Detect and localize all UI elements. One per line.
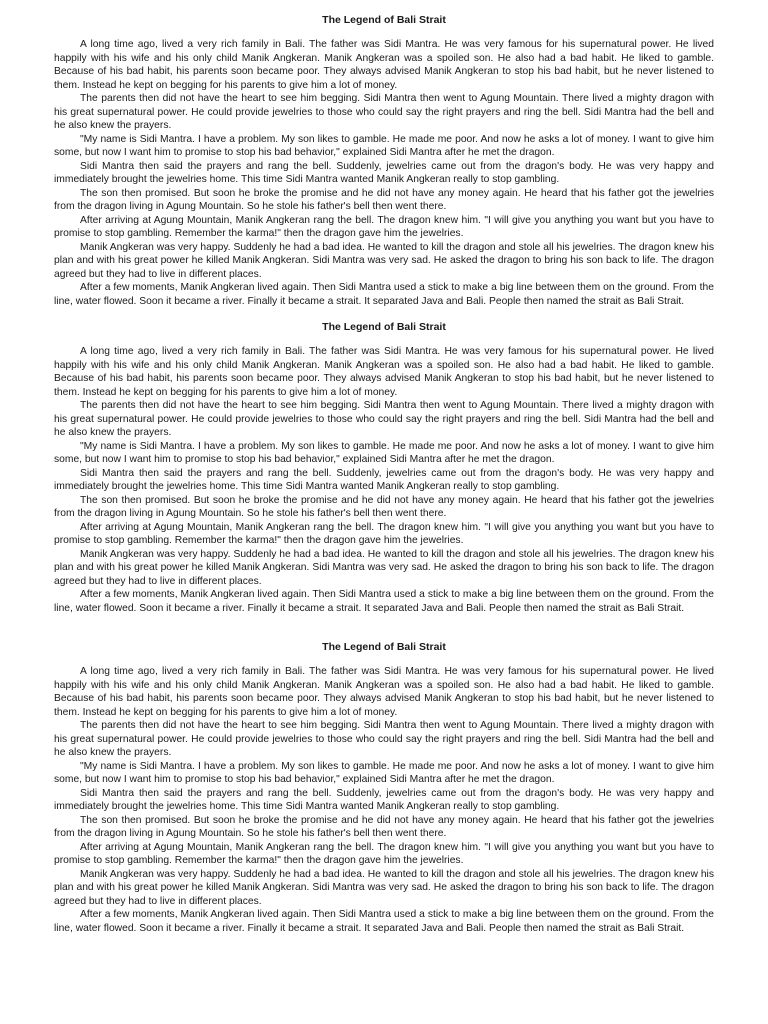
story-paragraph: "My name is Sidi Mantra. I have a problem. My son likes to gamble. He made me poor. And now he asks a lot of money. I want to give him some, but now I want him to promise to stop his bad behavior," explained Sidi Mantra after he met the dragon. <box>54 440 714 465</box>
story-section-1 <box>54 14 714 308</box>
story-title: The Legend of Bali Strait <box>322 641 446 653</box>
story-title: The Legend of Bali Strait <box>322 14 446 26</box>
story-paragraph: "My name is Sidi Mantra. I have a problem. My son likes to gamble. He made me poor. And now he asks a lot of money. I want to give him some, but now I want him to promise to stop his bad behavior," explained Sidi Mantra after he met the dragon. <box>54 133 714 158</box>
story-paragraph: Manik Angkeran was very happy. Suddenly he had a bad idea. He wanted to kill the dragon and stole all his jewelries. The dragon knew his plan and with his great power he killed Manik Angkeran. Sidi Mantra was very sad. He asked the dragon to bring his son back to life. The dragon agreed but they had to live in different places. <box>54 868 714 907</box>
story-section-3 <box>54 641 714 935</box>
story-paragraph: A long time ago, lived a very rich family in Bali. The father was Sidi Mantra. He was very famous for his supernatural power. He lived happily with his wife and his only child Manik Angkeran. Manik Angkeran was a spoiled son. He also had a bad habit. He liked to gamble. Because of his bad habit, his parents soon became poor. They always advised Manik Angkeran to stop his bad habit, but he never listened to them. Instead he kept on begging for his parents to give him a lot of money. <box>54 346 714 398</box>
story-paragraph: The parents then did not have the heart to see him begging. Sidi Mantra then went to Agung Mountain. There lived a mighty dragon with his great supernatural power. He could provide jewelries to those who could say the right prayers and ring the bell. Sidi Mantra had the bell and he also knew the prayers. <box>54 400 714 438</box>
story-paragraph: Manik Angkeran was very happy. Suddenly he had a bad idea. He wanted to kill the dragon and stole all his jewelries. The dragon knew his plan and with his great power he killed Manik Angkeran. Sidi Mantra was very sad. He asked the dragon to bring his son back to life. The dragon agreed but they had to live in different places. <box>54 241 714 280</box>
story-paragraph: After a few moments, Manik Angkeran lived again. Then Sidi Mantra used a stick to make a big line between them on the ground. From the line, water flowed. Soon it became a river. Finally it became a strait. It separated Java and Bali. People then named the strait as Bali Strait. <box>54 589 714 614</box>
story-paragraph: After a few moments, Manik Angkeran lived again. Then Sidi Mantra used a stick to make a big line between them on the ground. From the line, water flowed. Soon it became a river. Finally it became a strait. It separated Java and Bali. People then named the strait as Bali Strait. <box>54 282 714 307</box>
story-paragraph: The son then promised. But soon he broke the promise and he did not have any money again. He heard that his father got the jewelries from the dragon living in Agung Mountain. So he stole his father's bell then went there. <box>54 814 714 839</box>
story-paragraph: After arriving at Agung Mountain, Manik Angkeran rang the bell. The dragon knew him. "I will give you anything you want but you have to promise to stop gambling. Remember the karma!" then the dragon gave him the jewelries. <box>54 214 714 239</box>
story-paragraph: "My name is Sidi Mantra. I have a problem. My son likes to gamble. He made me poor. And now he asks a lot of money. I want to give him some, but now I want him to promise to stop his bad behavior," explained Sidi Mantra after he met the dragon. <box>54 760 714 785</box>
story-paragraph: The parents then did not have the heart to see him begging. Sidi Mantra then went to Agung Mountain. There lived a mighty dragon with his great supernatural power. He could provide jewelries to those who could say the right prayers and ring the bell. Sidi Mantra had the bell and he also knew the prayers. <box>54 93 714 131</box>
story-section-2 <box>54 321 714 615</box>
story-paragraph: Manik Angkeran was very happy. Suddenly he had a bad idea. He wanted to kill the dragon and stole all his jewelries. The dragon knew his plan and with his great power he killed Manik Angkeran. Sidi Mantra was very sad. He asked the dragon to bring his son back to life. The dragon agreed but they had to live in different places. <box>54 548 714 587</box>
story-paragraph: After arriving at Agung Mountain, Manik Angkeran rang the bell. The dragon knew him. "I will give you anything you want but you have to promise to stop gambling. Remember the karma!" then the dragon gave him the jewelries. <box>54 841 714 866</box>
story-paragraph: After arriving at Agung Mountain, Manik Angkeran rang the bell. The dragon knew him. "I will give you anything you want but you have to promise to stop gambling. Remember the karma!" then the dragon gave him the jewelries. <box>54 521 714 546</box>
story-paragraph: The parents then did not have the heart to see him begging. Sidi Mantra then went to Agung Mountain. There lived a mighty dragon with his great supernatural power. He could provide jewelries to those who could say the right prayers and ring the bell. Sidi Mantra had the bell and he also knew the prayers. <box>54 720 714 758</box>
story-paragraph: A long time ago, lived a very rich family in Bali. The father was Sidi Mantra. He was very famous for his supernatural power. He lived happily with his wife and his only child Manik Angkeran. Manik Angkeran was a spoiled son. He also had a bad habit. He liked to gamble. Because of his bad habit, his parents soon became poor. They always advised Manik Angkeran to stop his bad habit, but he never listened to them. Instead he kept on begging for his parents to give him a lot of money. <box>54 39 714 91</box>
story-paragraph: Sidi Mantra then said the prayers and rang the bell. Suddenly, jewelries came out from the dragon's body. He was very happy and immediately brought the jewelries home. This time Sidi Mantra wanted Manik Angkeran really to stop gambling. <box>54 787 714 812</box>
story-title: The Legend of Bali Strait <box>322 321 446 333</box>
story-paragraph: Sidi Mantra then said the prayers and rang the bell. Suddenly, jewelries came out from the dragon's body. He was very happy and immediately brought the jewelries home. This time Sidi Mantra wanted Manik Angkeran really to stop gambling. <box>54 160 714 185</box>
story-paragraph: Sidi Mantra then said the prayers and rang the bell. Suddenly, jewelries came out from the dragon's body. He was very happy and immediately brought the jewelries home. This time Sidi Mantra wanted Manik Angkeran really to stop gambling. <box>54 467 714 492</box>
story-paragraph: The son then promised. But soon he broke the promise and he did not have any money again. He heard that his father got the jewelries from the dragon living in Agung Mountain. So he stole his father's bell then went there. <box>54 187 714 212</box>
story-paragraph: After a few moments, Manik Angkeran lived again. Then Sidi Mantra used a stick to make a big line between them on the ground. From the line, water flowed. Soon it became a river. Finally it became a strait. It separated Java and Bali. People then named the strait as Bali Strait. <box>54 909 714 934</box>
story-paragraph: The son then promised. But soon he broke the promise and he did not have any money again. He heard that his father got the jewelries from the dragon living in Agung Mountain. So he stole his father's bell then went there. <box>54 494 714 519</box>
story-paragraph: A long time ago, lived a very rich family in Bali. The father was Sidi Mantra. He was very famous for his supernatural power. He lived happily with his wife and his only child Manik Angkeran. Manik Angkeran was a spoiled son. He also had a bad habit. He liked to gamble. Because of his bad habit, his parents soon became poor. They always advised Manik Angkeran to stop his bad habit, but he never listened to them. Instead he kept on begging for his parents to give him a lot of money. <box>54 666 714 718</box>
